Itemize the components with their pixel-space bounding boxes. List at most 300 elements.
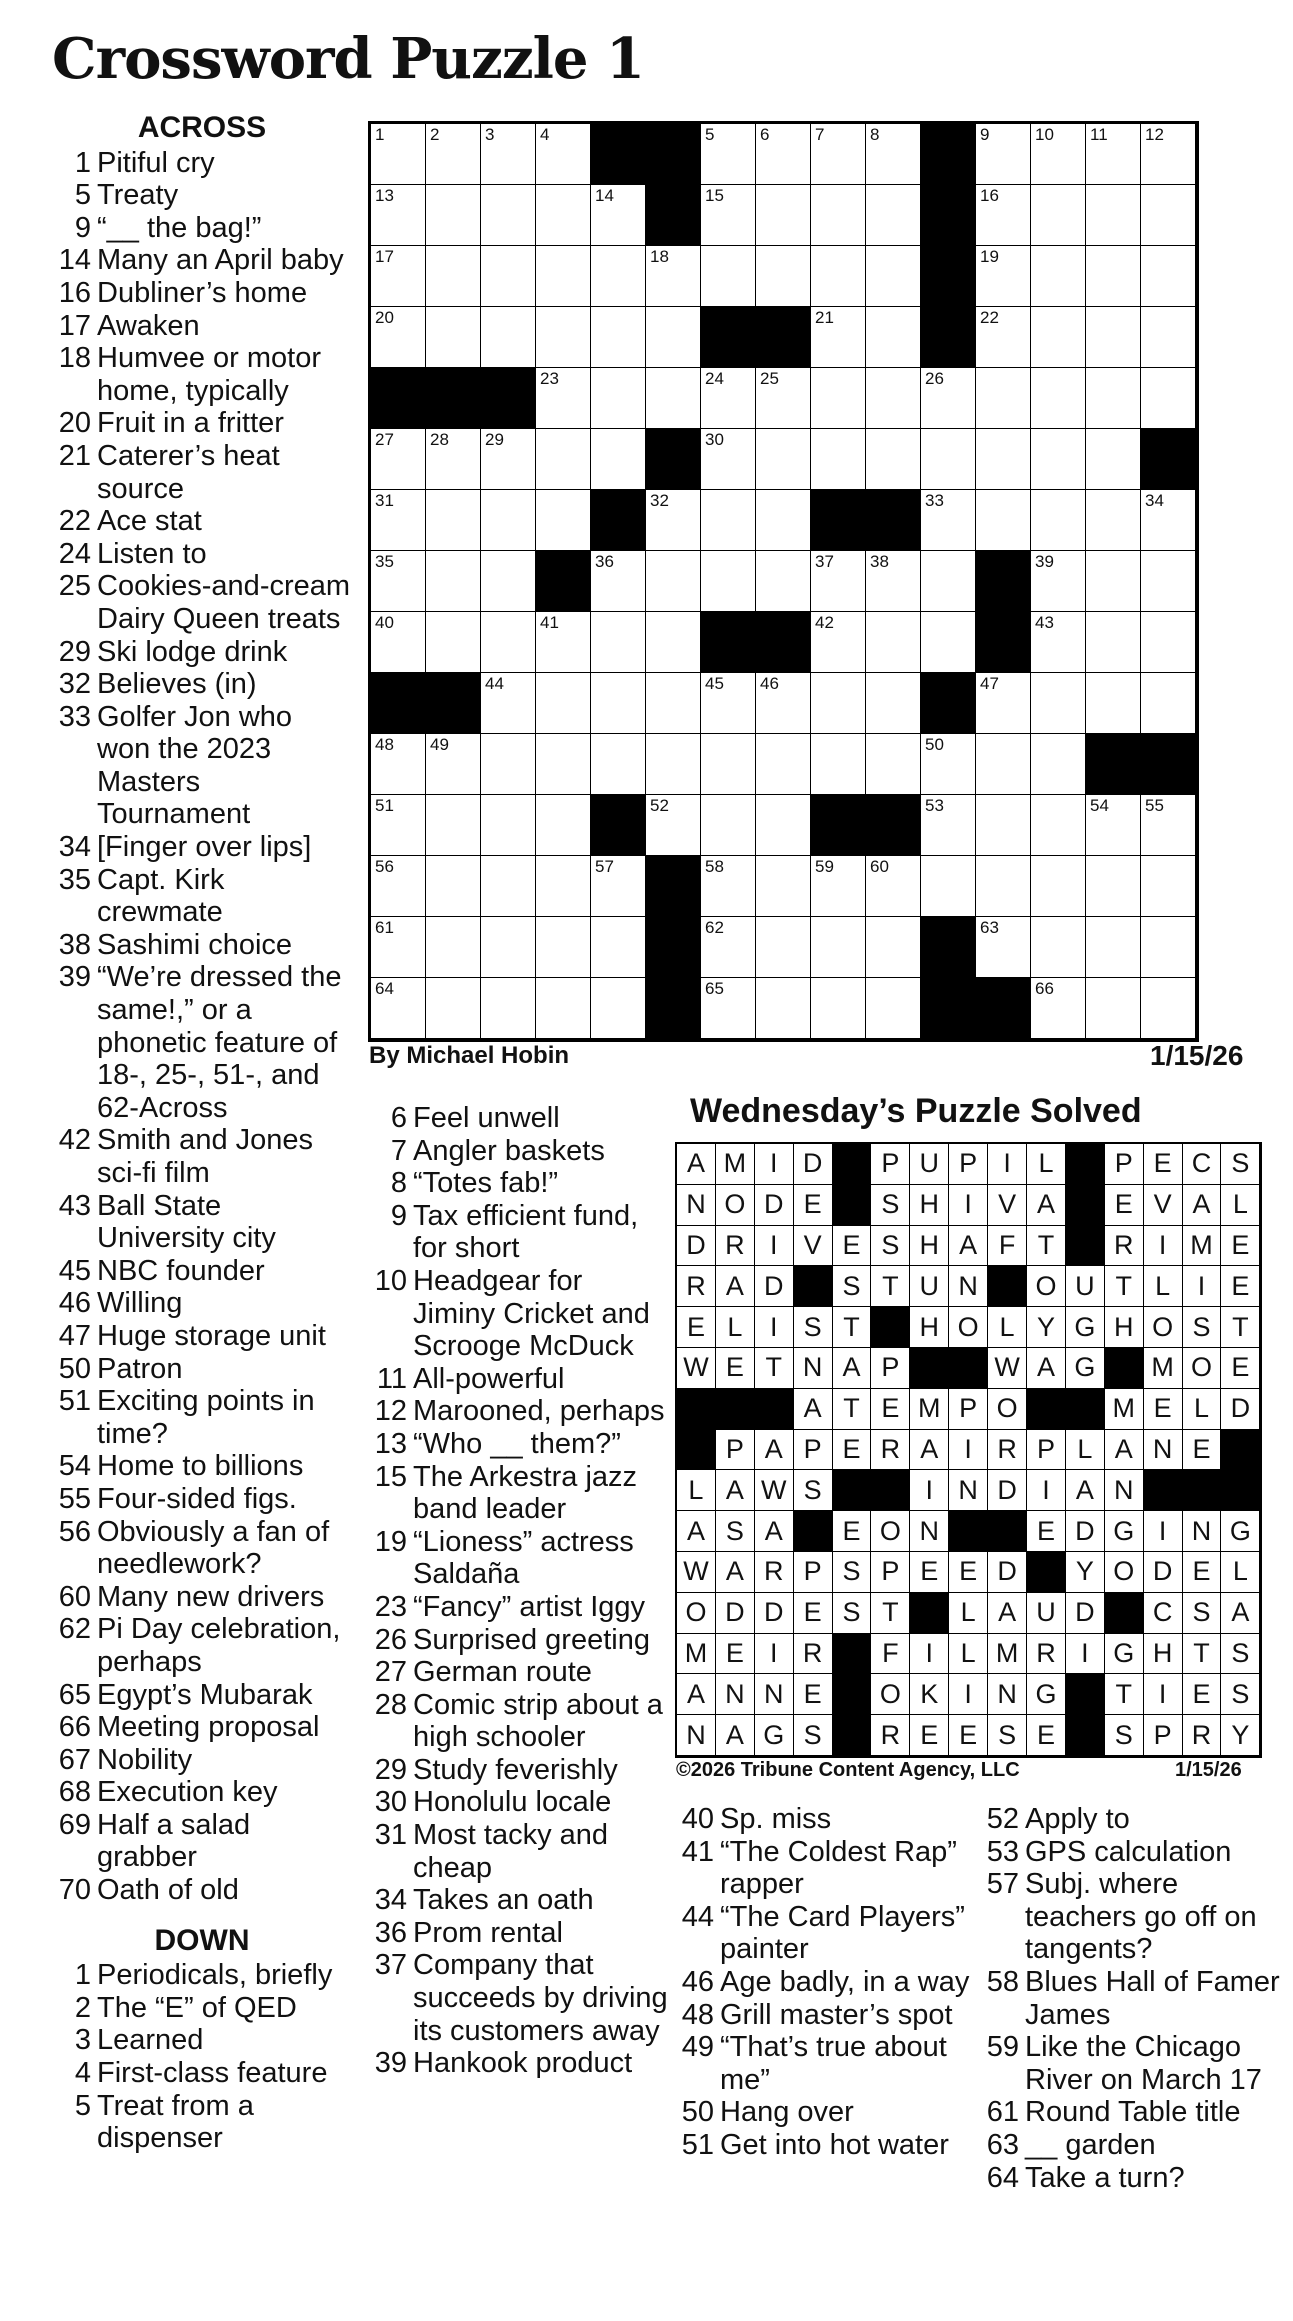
grid-cell[interactable] <box>536 429 591 490</box>
solved-letter: L <box>949 1593 988 1634</box>
grid-cell[interactable] <box>536 307 591 368</box>
grid-cell[interactable] <box>976 246 1031 307</box>
solved-letter: T <box>833 1307 872 1348</box>
clue-number: 46 <box>681 1965 714 1998</box>
solved-letter: D <box>755 1185 794 1226</box>
grid-cell[interactable] <box>1141 124 1196 185</box>
solved-letter: F <box>988 1226 1027 1267</box>
grid-cell[interactable] <box>426 185 481 246</box>
grid-cell[interactable] <box>976 124 1031 185</box>
grid-cell[interactable] <box>426 551 481 612</box>
grid-cell[interactable] <box>646 490 701 551</box>
grid-cell[interactable] <box>426 612 481 673</box>
grid-cell[interactable] <box>426 490 481 551</box>
grid-cell[interactable] <box>976 490 1031 551</box>
clue-number: 39 <box>374 2047 407 2080</box>
solved-letter: D <box>716 1593 755 1634</box>
grid-cell[interactable] <box>591 307 646 368</box>
cell-number: 59 <box>815 857 834 876</box>
grid-cell[interactable] <box>591 978 646 1039</box>
grid-cell[interactable] <box>811 612 866 673</box>
clue-text: The “E” of QED <box>97 1991 297 2024</box>
grid-cell[interactable] <box>811 185 866 246</box>
grid-cell[interactable] <box>536 795 591 856</box>
solved-letter: H <box>910 1185 949 1226</box>
clue-text: Capt. Kirk crewmate <box>97 863 225 929</box>
grid-cell[interactable] <box>646 551 701 612</box>
solved-black-square <box>910 1348 949 1389</box>
cell-number: 61 <box>375 918 394 937</box>
clue-item <box>52 1385 352 1450</box>
grid-cell[interactable] <box>866 673 921 734</box>
clue-number: 70 <box>58 1874 91 1907</box>
solved-letter: E <box>910 1552 949 1593</box>
grid-cell[interactable] <box>866 978 921 1039</box>
clue-item <box>675 2129 975 2162</box>
grid-cell[interactable] <box>921 795 976 856</box>
grid-cell[interactable] <box>646 307 701 368</box>
grid-cell[interactable] <box>481 185 536 246</box>
grid-cell[interactable] <box>371 429 426 490</box>
grid-cell[interactable] <box>426 124 481 185</box>
solved-letter: O <box>677 1593 716 1634</box>
cell-number: 64 <box>375 979 394 998</box>
clue-item <box>368 1135 668 1168</box>
grid-cell[interactable] <box>1031 429 1086 490</box>
grid-cell[interactable] <box>591 856 646 917</box>
solved-letter: N <box>716 1674 755 1715</box>
clue-number: 44 <box>681 1900 714 1933</box>
grid-cell[interactable] <box>426 429 481 490</box>
clue-text: Pitiful cry <box>97 146 215 179</box>
grid-cell[interactable] <box>756 551 811 612</box>
solved-letter: T <box>1105 1266 1144 1307</box>
grid-cell[interactable] <box>536 490 591 551</box>
grid-cell[interactable] <box>921 612 976 673</box>
clue-text: Humvee or motor home, typically <box>97 342 322 407</box>
solved-letter: R <box>794 1634 833 1675</box>
grid-cell[interactable] <box>536 246 591 307</box>
grid-cell[interactable] <box>756 856 811 917</box>
grid-cell[interactable] <box>701 429 756 490</box>
grid-cell[interactable] <box>1141 856 1196 917</box>
solved-letter: E <box>1183 1552 1222 1593</box>
grid-cell[interactable] <box>866 551 921 612</box>
grid-cell[interactable] <box>701 490 756 551</box>
grid-cell[interactable] <box>811 551 866 612</box>
grid-cell[interactable] <box>756 978 811 1039</box>
solved-letter: A <box>677 1144 716 1185</box>
grid-cell[interactable] <box>701 734 756 795</box>
clue-text: Caterer’s heat source <box>97 439 280 505</box>
cell-number: 21 <box>815 308 834 327</box>
grid-cell[interactable] <box>1031 917 1086 978</box>
grid-cell[interactable] <box>1031 124 1086 185</box>
grid-cell[interactable] <box>1031 246 1086 307</box>
grid-cell[interactable] <box>866 246 921 307</box>
grid-cell[interactable] <box>371 734 426 795</box>
grid-cell[interactable] <box>371 917 426 978</box>
grid-cell[interactable] <box>756 795 811 856</box>
grid-cell[interactable] <box>1031 795 1086 856</box>
grid-cell[interactable] <box>1141 612 1196 673</box>
clue-number: 38 <box>58 928 91 961</box>
grid-cell[interactable] <box>1141 795 1196 856</box>
cell-number: 42 <box>815 613 834 632</box>
grid-cell[interactable] <box>646 795 701 856</box>
solved-letter: S <box>1183 1593 1222 1634</box>
black-square <box>646 124 701 185</box>
grid-cell[interactable] <box>811 734 866 795</box>
cell-number: 33 <box>925 491 944 510</box>
grid-cell[interactable] <box>591 429 646 490</box>
clue-text: The Arkestra jazz band leader <box>413 1460 638 1526</box>
grid-cell[interactable] <box>1141 368 1196 429</box>
black-square <box>756 307 811 368</box>
clue-text: Cookies-and-cream Dairy Queen treats <box>97 570 351 635</box>
black-square <box>811 490 866 551</box>
grid-cell[interactable] <box>1141 673 1196 734</box>
solved-letter: E <box>1027 1511 1066 1552</box>
down-clues-col2 <box>368 1102 668 2080</box>
grid-cell[interactable] <box>1031 978 1086 1039</box>
grid-cell[interactable] <box>921 490 976 551</box>
solved-letter: A <box>794 1389 833 1430</box>
solved-letter: S <box>716 1511 755 1552</box>
grid-cell[interactable] <box>1031 673 1086 734</box>
grid-cell[interactable] <box>921 429 976 490</box>
grid-cell[interactable] <box>371 856 426 917</box>
grid-cell[interactable] <box>591 673 646 734</box>
grid-cell[interactable] <box>1141 307 1196 368</box>
grid-cell[interactable] <box>866 856 921 917</box>
solved-letter: A <box>716 1552 755 1593</box>
grid-cell[interactable] <box>371 795 426 856</box>
grid-cell[interactable] <box>1141 490 1196 551</box>
solved-letter: O <box>1027 1266 1066 1307</box>
solved-letter: E <box>1183 1430 1222 1471</box>
grid-cell[interactable] <box>811 978 866 1039</box>
grid-cell[interactable] <box>646 734 701 795</box>
clue-item <box>52 310 352 343</box>
solved-letter: E <box>910 1715 949 1756</box>
grid-cell[interactable] <box>426 734 481 795</box>
grid-cell[interactable] <box>536 124 591 185</box>
grid-cell[interactable] <box>1031 490 1086 551</box>
grid-cell[interactable] <box>701 551 756 612</box>
grid-cell[interactable] <box>481 795 536 856</box>
grid-cell[interactable] <box>921 551 976 612</box>
grid-cell[interactable] <box>1086 612 1141 673</box>
solved-letter: E <box>1183 1674 1222 1715</box>
grid-cell[interactable] <box>536 734 591 795</box>
grid-cell[interactable] <box>481 429 536 490</box>
grid-cell[interactable] <box>591 185 646 246</box>
clue-item <box>52 342 352 407</box>
grid-cell[interactable] <box>481 856 536 917</box>
clue-item <box>52 179 352 212</box>
grid-cell[interactable] <box>1031 551 1086 612</box>
grid-cell[interactable] <box>1086 917 1141 978</box>
grid-cell[interactable] <box>481 551 536 612</box>
grid-cell[interactable] <box>701 185 756 246</box>
grid-cell[interactable] <box>646 368 701 429</box>
solved-letter: S <box>794 1715 833 1756</box>
grid-cell[interactable] <box>811 917 866 978</box>
grid-cell[interactable] <box>756 429 811 490</box>
grid-cell[interactable] <box>756 490 811 551</box>
grid-cell[interactable] <box>371 612 426 673</box>
clue-number: 19 <box>374 1525 407 1558</box>
grid-cell[interactable] <box>1086 673 1141 734</box>
grid-cell[interactable] <box>756 246 811 307</box>
grid-cell[interactable] <box>646 246 701 307</box>
clue-item <box>675 1836 975 1901</box>
grid-cell[interactable] <box>976 917 1031 978</box>
grid-cell[interactable] <box>646 612 701 673</box>
grid-cell[interactable] <box>371 124 426 185</box>
grid-cell[interactable] <box>1031 307 1086 368</box>
clue-item <box>980 1966 1280 2031</box>
grid-cell[interactable] <box>811 673 866 734</box>
grid-cell[interactable] <box>1086 307 1141 368</box>
crossword-grid <box>368 121 1199 1042</box>
solved-letter: T <box>755 1348 794 1389</box>
grid-cell[interactable] <box>536 856 591 917</box>
grid-cell[interactable] <box>426 917 481 978</box>
grid-cell[interactable] <box>536 612 591 673</box>
grid-cell[interactable] <box>811 429 866 490</box>
solved-letter: S <box>1221 1674 1260 1715</box>
grid-cell[interactable] <box>701 795 756 856</box>
grid-cell[interactable] <box>371 978 426 1039</box>
clue-number: 24 <box>58 537 91 570</box>
grid-cell[interactable] <box>536 917 591 978</box>
clue-number: 29 <box>374 1753 407 1786</box>
grid-cell[interactable] <box>426 856 481 917</box>
cell-number: 44 <box>485 674 504 693</box>
grid-cell[interactable] <box>866 734 921 795</box>
clue-number: 14 <box>58 244 91 277</box>
clue-number: 22 <box>58 505 91 538</box>
grid-cell[interactable] <box>591 917 646 978</box>
clue-text: Get into hot water <box>720 2128 949 2161</box>
grid-cell[interactable] <box>1086 124 1141 185</box>
grid-cell[interactable] <box>536 978 591 1039</box>
grid-cell[interactable] <box>1086 856 1141 917</box>
grid-cell[interactable] <box>371 490 426 551</box>
puzzle-date: 1/15/26 <box>1150 1040 1244 1071</box>
grid-cell[interactable] <box>811 124 866 185</box>
cell-number: 55 <box>1145 796 1164 815</box>
clue-item <box>980 2162 1280 2195</box>
grid-cell[interactable] <box>701 917 756 978</box>
grid-cell[interactable] <box>756 734 811 795</box>
grid-cell[interactable] <box>866 429 921 490</box>
solved-letter: S <box>1221 1634 1260 1675</box>
grid-cell[interactable] <box>591 368 646 429</box>
clue-text: Egypt’s Mubarak <box>97 1678 313 1711</box>
grid-cell[interactable] <box>976 368 1031 429</box>
clue-number: 41 <box>681 1835 714 1868</box>
solved-letter: N <box>755 1674 794 1715</box>
grid-cell[interactable] <box>811 307 866 368</box>
cell-number: 49 <box>430 735 449 754</box>
grid-cell[interactable] <box>371 246 426 307</box>
grid-cell[interactable] <box>976 795 1031 856</box>
grid-cell[interactable] <box>1031 185 1086 246</box>
clue-text: Angler baskets <box>413 1134 605 1167</box>
grid-cell[interactable] <box>1086 429 1141 490</box>
clue-item <box>52 440 352 505</box>
grid-cell[interactable] <box>756 673 811 734</box>
clue-text: German route <box>413 1656 592 1689</box>
grid-cell[interactable] <box>866 185 921 246</box>
grid-cell[interactable] <box>756 917 811 978</box>
clue-item <box>368 1786 668 1819</box>
grid-cell[interactable] <box>1031 368 1086 429</box>
cell-number: 17 <box>375 247 394 266</box>
grid-cell[interactable] <box>701 124 756 185</box>
solved-letter: D <box>988 1470 1027 1511</box>
grid-cell[interactable] <box>426 307 481 368</box>
solved-letter: E <box>1221 1226 1260 1267</box>
grid-cell[interactable] <box>1086 246 1141 307</box>
grid-cell[interactable] <box>976 429 1031 490</box>
grid-cell[interactable] <box>921 734 976 795</box>
grid-cell[interactable] <box>1031 856 1086 917</box>
grid-cell[interactable] <box>866 368 921 429</box>
grid-cell[interactable] <box>536 368 591 429</box>
grid-cell[interactable] <box>866 307 921 368</box>
clue-item <box>368 1884 668 1917</box>
grid-cell[interactable] <box>371 307 426 368</box>
grid-cell[interactable] <box>481 978 536 1039</box>
grid-cell[interactable] <box>536 185 591 246</box>
grid-cell[interactable] <box>756 185 811 246</box>
clue-number: 9 <box>74 211 91 244</box>
cell-number: 36 <box>595 552 614 571</box>
solved-letter: E <box>871 1389 910 1430</box>
grid-cell[interactable] <box>481 917 536 978</box>
solved-black-square <box>833 1144 872 1185</box>
grid-cell[interactable] <box>756 368 811 429</box>
grid-cell[interactable] <box>1141 246 1196 307</box>
grid-cell[interactable] <box>811 856 866 917</box>
cell-number: 40 <box>375 613 394 632</box>
grid-cell[interactable] <box>481 307 536 368</box>
solved-letter: W <box>755 1470 794 1511</box>
grid-cell[interactable] <box>811 246 866 307</box>
grid-cell[interactable] <box>866 917 921 978</box>
grid-cell[interactable] <box>1086 978 1141 1039</box>
grid-cell[interactable] <box>756 124 811 185</box>
grid-cell[interactable] <box>1086 368 1141 429</box>
grid-cell[interactable] <box>591 612 646 673</box>
grid-cell[interactable] <box>426 246 481 307</box>
grid-cell[interactable] <box>921 368 976 429</box>
grid-cell[interactable] <box>701 978 756 1039</box>
solved-letter: G <box>1066 1348 1105 1389</box>
clue-item <box>52 277 352 310</box>
grid-cell[interactable] <box>591 246 646 307</box>
solved-date: 1/15/26 <box>1175 1759 1242 1781</box>
grid-cell[interactable] <box>371 551 426 612</box>
grid-cell[interactable] <box>481 490 536 551</box>
grid-cell[interactable] <box>811 368 866 429</box>
grid-cell[interactable] <box>481 612 536 673</box>
grid-cell[interactable] <box>536 673 591 734</box>
grid-cell[interactable] <box>1141 185 1196 246</box>
solved-black-square <box>833 1470 872 1511</box>
cell-number: 5 <box>705 125 715 144</box>
clue-number: 69 <box>58 1808 91 1841</box>
grid-cell[interactable] <box>481 246 536 307</box>
grid-cell[interactable] <box>866 612 921 673</box>
grid-cell[interactable] <box>1031 612 1086 673</box>
clue-item <box>368 1428 668 1461</box>
solved-letter: A <box>677 1674 716 1715</box>
grid-cell[interactable] <box>481 124 536 185</box>
grid-cell[interactable] <box>591 551 646 612</box>
grid-cell[interactable] <box>701 856 756 917</box>
solved-letter: F <box>871 1634 910 1675</box>
grid-cell[interactable] <box>976 185 1031 246</box>
grid-cell[interactable] <box>1141 917 1196 978</box>
grid-cell[interactable] <box>1086 490 1141 551</box>
clue-text: Half a salad grabber <box>97 1808 251 1874</box>
grid-cell[interactable] <box>976 856 1031 917</box>
clue-number: 26 <box>374 1623 407 1656</box>
grid-cell[interactable] <box>1141 978 1196 1039</box>
grid-cell[interactable] <box>701 246 756 307</box>
byline: By Michael Hobin <box>369 1042 570 1069</box>
clue-number: 5 <box>74 2089 91 2122</box>
grid-cell[interactable] <box>976 673 1031 734</box>
grid-cell[interactable] <box>701 673 756 734</box>
clue-text: “The Coldest Rap” rapper <box>720 1835 957 1901</box>
grid-cell[interactable] <box>426 795 481 856</box>
solved-letter: L <box>1221 1552 1260 1593</box>
solved-letter: N <box>988 1674 1027 1715</box>
clue-item <box>980 2129 1280 2162</box>
grid-cell[interactable] <box>976 734 1031 795</box>
solved-letter: E <box>716 1348 755 1389</box>
clue-number: 2 <box>74 1991 91 2024</box>
grid-cell[interactable] <box>481 734 536 795</box>
solved-letter: A <box>716 1470 755 1511</box>
grid-cell[interactable] <box>1141 551 1196 612</box>
grid-cell[interactable] <box>1086 185 1141 246</box>
solved-letter: T <box>1221 1307 1260 1348</box>
grid-cell[interactable] <box>921 856 976 917</box>
solved-letter: G <box>755 1715 794 1756</box>
grid-cell[interactable] <box>1086 795 1141 856</box>
grid-cell[interactable] <box>701 368 756 429</box>
grid-cell[interactable] <box>371 185 426 246</box>
grid-cell[interactable] <box>646 673 701 734</box>
clue-text: “We’re dressed the same!,” or a phonetic feature of 18-, 25-, 51-, and 62-Across <box>97 961 342 1124</box>
solved-letter: C <box>1183 1144 1222 1185</box>
grid-cell[interactable] <box>481 673 536 734</box>
grid-cell[interactable] <box>1086 551 1141 612</box>
clue-item <box>368 1395 668 1428</box>
grid-cell[interactable] <box>976 307 1031 368</box>
grid-cell[interactable] <box>1031 734 1086 795</box>
grid-cell[interactable] <box>426 978 481 1039</box>
grid-cell[interactable] <box>866 124 921 185</box>
grid-cell[interactable] <box>591 734 646 795</box>
